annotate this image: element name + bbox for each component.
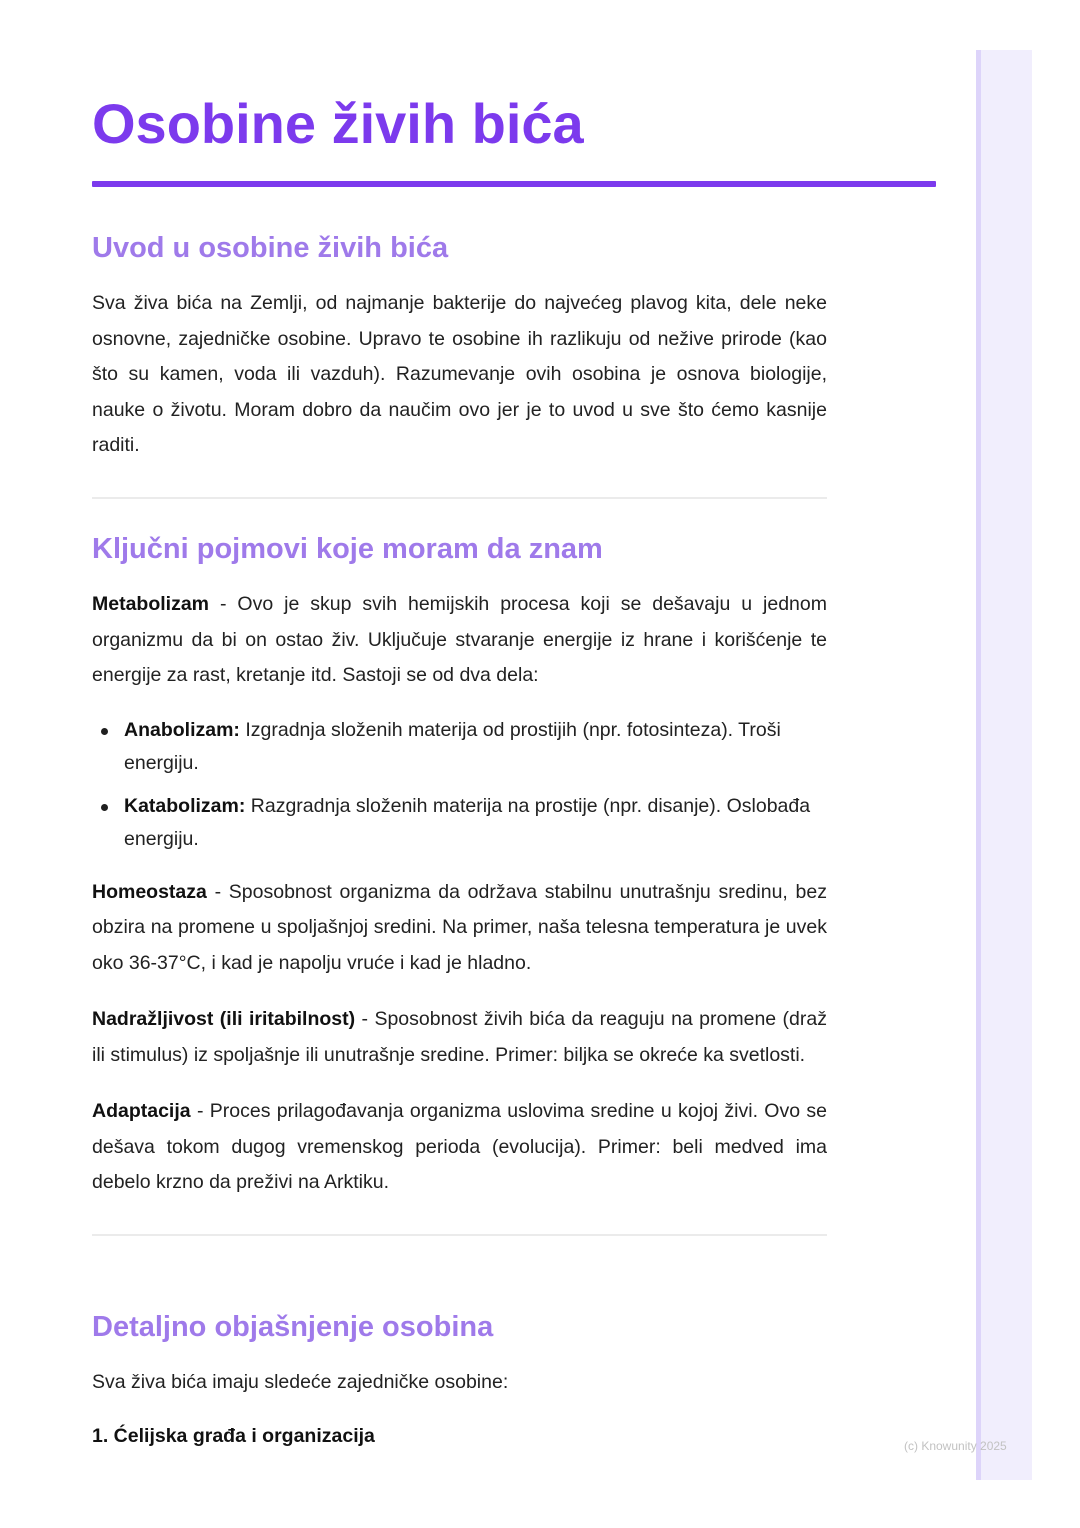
- detailed-section: [92, 1309, 827, 1451]
- title-underline: [92, 181, 936, 187]
- intro-heading: Uvod u osobine živih bića: [92, 232, 449, 264]
- homeostasis-term: Homeostaza: [92, 880, 207, 903]
- key-terms-section: [92, 531, 827, 1236]
- detailed-intro: Sva živa bića imaju sledeće zajedničke osobine:: [92, 1371, 509, 1393]
- metabolism-text: - Ovo je skup svih hemijskih procesa koji se dešavaju u jednom organizmu da bi on ostao živ. Uključuje stvaranje energije iz hrane i korišćenje te energije za rast, kretanje itd. Sastoji se od dva dela:: [92, 593, 827, 686]
- catabolism-text: Razgradnja složenih materija na prostije (npr. disanje). Oslobađa energiju.: [124, 794, 811, 850]
- irritability-text: - Sposobnost živih bića da reaguju na promene (draž ili stimulus) iz spoljašnje ili unutrašnje sredine. Primer: biljka se okreće ka svetlosti.: [92, 1008, 827, 1066]
- bullet-icon: [101, 728, 108, 735]
- adaptation-term: Adaptacija: [92, 1100, 191, 1122]
- side-panel-stripe: [976, 50, 981, 1480]
- cell-structure-heading: 1. Ćelijska građa i organizacija: [92, 1424, 375, 1447]
- metabolism-sub-list: [92, 714, 827, 856]
- document-content: [92, 88, 827, 160]
- list-item: [92, 714, 827, 780]
- adaptation-definition: [92, 1094, 827, 1201]
- anabolism-text: Izgradnja složenih materija od prostijih (npr. fotosinteza). Troši energiju.: [124, 718, 781, 774]
- list-item: [92, 790, 827, 856]
- homeostasis-text: - Sposobnost organizma da održava stabilnu unutrašnju sredinu, bez obzira na promene u spoljašnjoj sredini. Na primer, naša telesna temperatura je uvek oko 36-37°C, i kad je napolju vruće i kad je hladno.: [92, 880, 827, 974]
- irritability-term: Nadražljivost (ili iritabilnost): [92, 1008, 356, 1030]
- copyright-footer: (c) Knowunity 2025: [904, 1439, 1007, 1453]
- section-divider: [92, 497, 827, 499]
- anabolism-term: Anabolizam:: [124, 718, 240, 741]
- catabolism-term: Katabolizam:: [124, 794, 246, 817]
- detailed-heading: Detaljno objašnjenje osobina: [92, 1311, 494, 1343]
- adaptation-text: - Proces prilagođavanja organizma uslovima sredine u kojoj živi. Ovo se dešava tokom dugog vremenskog perioda (evolucija). Primer: beli medved ima debelo krzno da preživi na Arktiku.: [92, 1100, 827, 1193]
- side-panel: [976, 50, 1032, 1480]
- intro-paragraph: Sva živa bića na Zemlji, od najmanje bakterije do najvećeg plavog kita, dele neke osnovne, zajedničke osobine. Upravo te osobine ih razlikuju od nežive prirode (kao što su kamen, voda ili vazduh). Razumevanje ovih osobina je osnova biologije, nauke o životu. Moram dobro da naučim ovo jer je to uvod u sve što ćemo kasnije raditi.: [92, 292, 827, 456]
- page-title: Osobine živih bića: [92, 92, 584, 155]
- metabolism-term: Metabolizam: [92, 593, 210, 615]
- bullet-icon: [101, 804, 108, 811]
- homeostasis-definition: [92, 875, 827, 982]
- section-divider: [92, 1234, 827, 1236]
- irritability-definition: [92, 1002, 827, 1073]
- key-terms-heading: Ključni pojmovi koje moram da znam: [92, 533, 603, 565]
- metabolism-definition: [92, 587, 827, 694]
- intro-section: [92, 230, 827, 499]
